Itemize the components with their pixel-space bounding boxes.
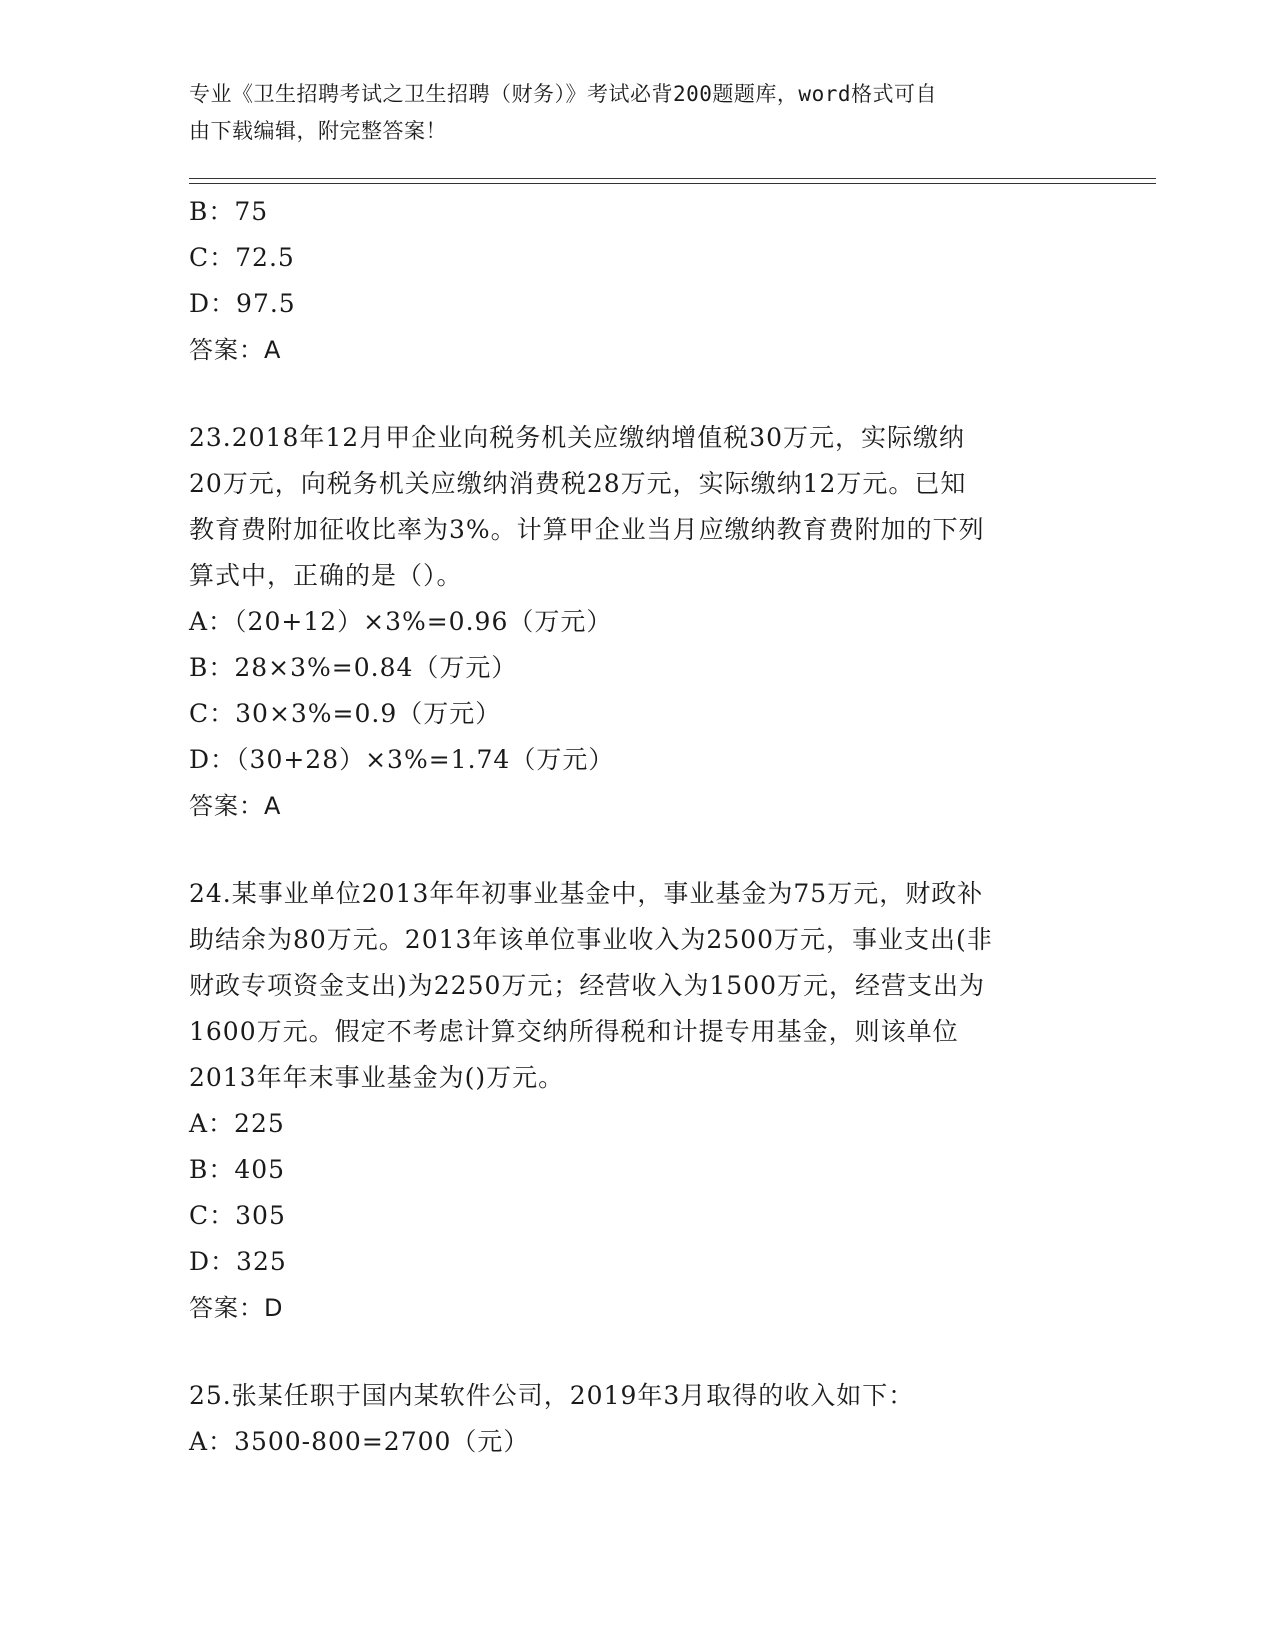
spacer <box>189 1331 1089 1373</box>
option-c: C：30×3%=0.9（万元） <box>189 699 502 728</box>
option-a: A：3500-800=2700（元） <box>189 1427 530 1456</box>
question-stem-line: 23.2018年12月甲企业向税务机关应缴纳增值税30万元，实际缴纳 <box>189 423 966 452</box>
option-b: B：75 <box>189 197 269 226</box>
question-stem-line: 20万元，向税务机关应缴纳消费税28万元，实际缴纳12万元。已知 <box>189 469 967 498</box>
header-title-line-2: 由下载编辑，附完整答案！ <box>189 119 447 143</box>
question-stem-line: 24.某事业单位2013年年初事业基金中，事业基金为75万元，财政补 <box>189 879 984 908</box>
header-title-line-1: 专业《卫生招聘考试之卫生招聘（财务）》考试必背200题题库，word格式可自 <box>189 82 937 106</box>
option-c: C：72.5 <box>189 243 295 272</box>
document-header <box>189 76 1069 150</box>
option-d: D：325 <box>189 1247 287 1276</box>
spacer <box>189 373 1089 415</box>
header-divider-top <box>189 178 1156 179</box>
option-a: A：225 <box>189 1109 285 1138</box>
option-b: B：405 <box>189 1155 286 1184</box>
question-stem-line: 助结余为80万元。2013年该单位事业收入为2500万元，事业支出(非 <box>189 925 993 954</box>
option-d: D：97.5 <box>189 289 296 318</box>
option-c: C：305 <box>189 1201 286 1230</box>
question-25 <box>189 1373 1089 1465</box>
question-stem-line: 1600万元。假定不考虑计算交纳所得税和计提专用基金，则该单位 <box>189 1017 959 1046</box>
question-stem-line: 教育费附加征收比率为3%。计算甲企业当月应缴纳教育费附加的下列 <box>189 515 985 544</box>
option-b: B：28×3%=0.84（万元） <box>189 653 518 682</box>
answer-label: 答案：D <box>189 1294 284 1322</box>
header-divider-bottom <box>189 183 1156 184</box>
question-stem-line: 财政专项资金支出)为2250万元；经营收入为1500万元，经营支出为 <box>189 971 986 1000</box>
answer-label: 答案：A <box>189 336 282 364</box>
question-list <box>189 189 1089 1465</box>
option-d: D：（30+28）×3%=1.74（万元） <box>189 745 615 774</box>
question-stem-line: 25.张某任职于国内某软件公司，2019年3月取得的收入如下： <box>189 1381 915 1410</box>
question-23 <box>189 415 1089 829</box>
answer-label: 答案：A <box>189 792 282 820</box>
question-stem-line: 算式中，正确的是（）。 <box>189 561 463 590</box>
question-24 <box>189 871 1089 1331</box>
option-a: A：（20+12）×3%=0.96（万元） <box>189 607 613 636</box>
spacer <box>189 829 1089 871</box>
question-22-tail <box>189 189 1089 373</box>
question-stem-line: 2013年年末事业基金为()万元。 <box>189 1063 565 1092</box>
